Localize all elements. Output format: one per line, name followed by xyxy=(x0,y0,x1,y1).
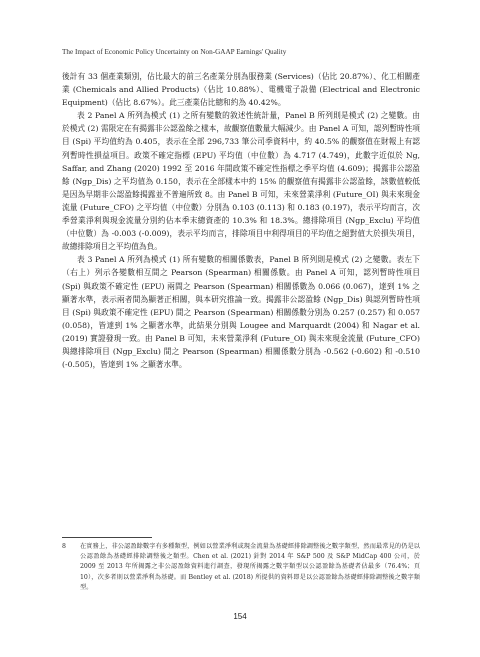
footnote-divider xyxy=(62,537,152,538)
footnote xyxy=(62,542,420,593)
footnote-number: 8 xyxy=(62,543,66,550)
running-head: The Impact of Economic Policy Uncertainty on Non-GAAP Earnings' Quality xyxy=(62,48,287,56)
paragraph-2: 表 2 Panel A 所列為模式 (1) 之所有變數的敘述性統計量，Panel B 所列則是模式 (2) 之變數。由於模式 (2) 需限定在有揭露非公認盈餘之樣本，故觀察值數量大幅減少。由 Panel A 可知，認列暫時性項目 (Spi) 平均值約為 0.405，表示在全部 296,733 筆公司季資料中，約 40.5% 的觀察值在財報上有認列暫時性損益項目。政策不確定指標 (EPU) 平均值（中位數）為 4.717 (4.749)，此數字近似於 Ng, Saffar, and Zhang (2020) 1992 至 2016 年間政策不確定性指標之季平均值 (4.609)；揭露非公認盈餘 (Ngp_Dis) 之平均值為 0.150，表示在全部樣本中約 15% 的觀察值有揭露非公認盈餘，該數值較低是因為早期非公認盈餘揭露並不普遍所致 8。由 Panel B 可知，未來營業淨利 (Future_OI) 與未來現金流量 (Future_CFO) 之平均值（中位數）分別為 0.103 (0.113) 和 0.183 (0.197)，表示平均而言，次季營業淨利與現金流量分別約佔本季末總資產的 10.3% 和 18.3%。總排除項目 (Ngp_Exclu) 平均值（中位數）為 -0.003 (-0.009)，表示平均而言，排除項目中利得項目的平均值之絕對值大於損失項目，故總排除項目之平均值為負。 xyxy=(62,111,420,252)
body-text xyxy=(62,70,420,371)
footnote-text: 在實務上，非公認盈餘數字有多種類型，例如以營業淨利或現金流量為基礎經排除調整後之數字類型，然而最常見的仍是以公認盈餘為基礎經排除調整後之類型。Chen et al. (2021) 針對 2014 年 S&P 500 及 S&P MidCap 400 公司，於 2009 至 2013 年所揭露之非公認盈餘資料進行調查，發現所揭露之數字類型以公認盈餘為基礎者佔最多（76.4%；頁 10），次多者則以營業淨利為基礎。而 Bentley et al. (2018) 所提供的資料即是以公認盈餘為基礎經排除調整後之數字類型。 xyxy=(80,543,420,591)
paragraph-3: 表 3 Panel A 所列為模式 (1) 所有變數的相關係數表，Panel B 所列則是模式 (2) 之變數。表左下（右上）列示各變數相互間之 Pearson (Spearman) 相關係數。由 Panel A 可知，認列暫時性項目 (Spi) 與政策不確定性 (EPU) 兩間之 Pearson (Spearman) 相關係數為 0.066 (0.067)，達到 1% 之顯著水準，表示兩者間為顯著正相關，與本研究推論一致。揭露非公認盈餘 (Ngp_Dis) 與認列暫時性項目 (Spi) 與政策不確定性 (EPU) 間之 Pearson (Spearman) 相關係數分別為 0.257 (0.257) 和 0.057 (0.058)，皆達到 1% 之顯著水準，此結果分別與 Lougee and Marquardt (2004) 和 Nagar et al. (2019) 實證發現一致。由 Panel B 可知，未來營業淨利 (Future_OI) 與未來現金流量 (Future_CFO) 與總排除項目 (Ngp_Exclu) 間之 Pearson (Spearman) 相關係數分別為 -0.562 (-0.602) 和 -0.510 (-0.505)，皆達到 1% 之顯著水準。 xyxy=(62,255,420,370)
paragraph-1: 後計有 33 個產業類別，佔比最大的前三名產業分別為服務業 (Services)（佔比 20.87%）、化工相關產業 (Chemicals and Allied Products)（佔比 10.88%）、電機電子設備 (Electrical and Electronic Equipment)（佔比 8.67%）。此三產業佔比總和約為 40.42%。 xyxy=(62,72,420,108)
page-number: 154 xyxy=(233,612,247,621)
